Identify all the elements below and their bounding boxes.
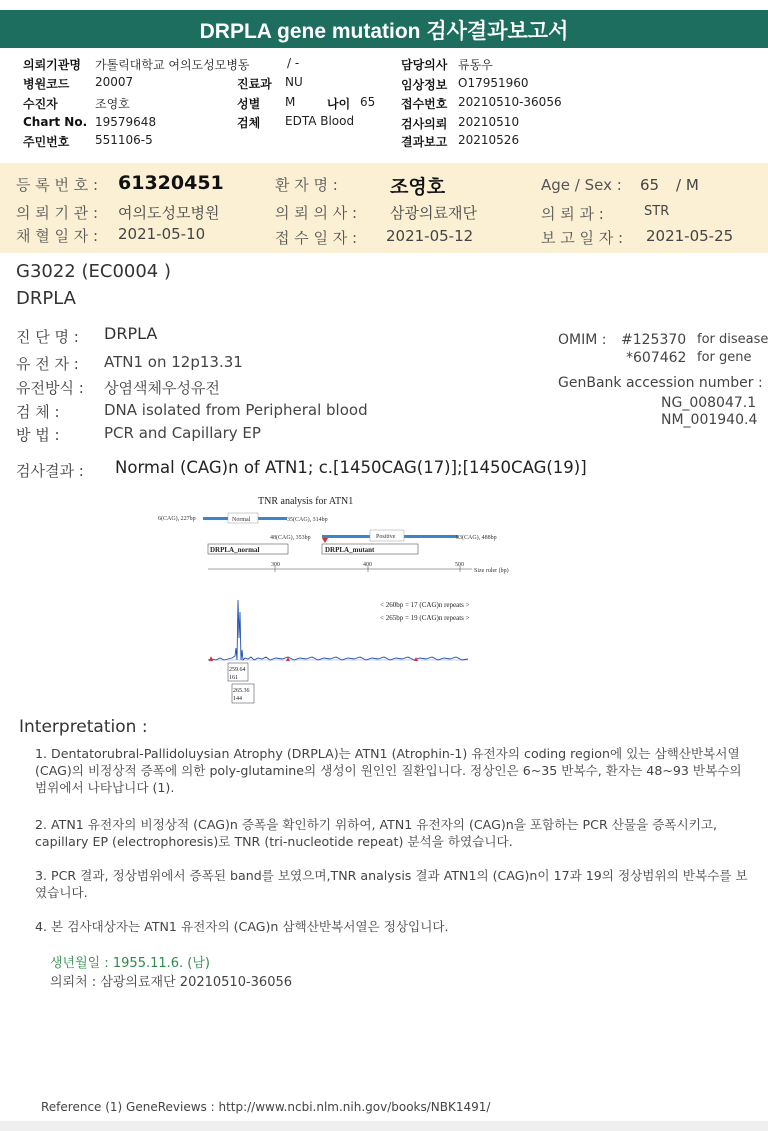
header-value: 20007	[95, 75, 134, 89]
footer-bar	[0, 1121, 768, 1131]
header-label: 담당의사	[401, 58, 448, 72]
doctor-label: 의 뢰 의 사 :	[275, 204, 358, 222]
header-value: 가톨릭대학교 여의도성모병동	[95, 58, 250, 72]
header-value: / -	[287, 56, 300, 70]
genbank-label: GenBank accession number :	[558, 375, 763, 391]
header-label: 검체	[237, 116, 261, 130]
header-label: 병원코드	[23, 77, 70, 91]
reg-no: 61320451	[118, 172, 224, 194]
report-title: DRPLA gene mutation 검사결과보고서	[199, 20, 569, 43]
result-label: 검사결과 :	[16, 462, 84, 480]
ruler-tick-label: 400	[363, 562, 372, 568]
header-label: Chart No.	[23, 115, 88, 129]
genbank-accession: NG_008047.1	[661, 395, 757, 411]
detail-value: 상염색체우성유전	[104, 379, 220, 397]
peak1-size: 259.64	[229, 667, 246, 673]
age-value: 65	[640, 176, 660, 194]
interpretation-paragraph: 1. Dentatorubral-Pallidoluysian Atrophy (DRPLA)는 ATN1 (Atrophin-1) 유전자의 coding region에 있는 삼핵산반복서열 (CAG)의 비정상적 증폭에 의한 poly-glutamine의 생성이 원인인 질환입니다. 정상인은 6~35 반복수, 환자는 48~93 반복수의 범위에서 나타납니다 (1).	[35, 746, 742, 795]
drpla-mutant-label: DRPLA_mutant	[325, 546, 375, 554]
normal-range-bar	[263, 517, 287, 520]
positive-range-right: 93(CAG), 488bp	[456, 535, 497, 541]
header-label: 진료과	[237, 77, 272, 91]
ruler-tick-label: 500	[455, 562, 464, 568]
header-value: 류동우	[458, 58, 493, 72]
omim-label: OMIM :	[558, 332, 607, 348]
normal-tag: Normal	[232, 517, 251, 523]
report-date-label: 보 고 일 자 :	[541, 229, 624, 247]
position-marker	[322, 538, 328, 543]
collection-date-label: 채 혈 일 자 :	[16, 227, 99, 245]
detail-label: 검 체 :	[16, 403, 60, 421]
header-value: 조영호	[95, 97, 130, 111]
omim-gene-id: *607462	[626, 350, 687, 366]
tnr-analysis-figure	[150, 488, 530, 708]
report-date: 2021-05-25	[646, 227, 734, 245]
detail-value: ATN1 on 12p13.31	[104, 353, 243, 371]
interpretation-paragraph: 2. ATN1 유전자의 비정상적 (CAG)n 증폭을 확인하기 위하여, ATN1 유전자의 (CAG)n을 포함하는 PCR 산물을 증폭시키고, capillary EP (electrophoresis)로 TNR (tri-nucleotide repeat) 분석을 하였습니다.	[35, 817, 718, 849]
header-value: 20210526	[458, 133, 520, 147]
detail-value: DRPLA	[104, 324, 158, 343]
receipt-date-label: 접 수 일 자 :	[275, 229, 358, 247]
test-name: DRPLA	[16, 288, 76, 309]
patient-name-label: 환 자 명 :	[275, 176, 338, 194]
omim-disease-note: for disease	[697, 332, 768, 347]
interpretation-paragraph: 3. PCR 결과, 정상범위에서 증폭된 band를 보였으며,TNR analysis 결과 ATN1의 (CAG)n이 17과 19의 정상범위의 반복수를 보였습니다.	[35, 868, 748, 900]
reg-no-label: 등 록 번 호 :	[16, 176, 99, 194]
collection-date: 2021-05-10	[118, 225, 206, 243]
header-value: EDTA Blood	[285, 114, 355, 128]
detail-label: 진 단 명 :	[16, 328, 79, 346]
header-value: 20210510-36056	[458, 95, 562, 109]
detail-label: 방 법 :	[16, 426, 60, 444]
interpretation-title: Interpretation :	[19, 717, 148, 737]
detail-label: 유 전 자 :	[16, 355, 79, 373]
patient-name: 조영호	[390, 176, 446, 198]
detail-value: PCR and Capillary EP	[104, 424, 261, 442]
drpla-normal-label: DRPLA_normal	[210, 546, 260, 554]
ruler-tick-label: 300	[271, 562, 280, 568]
header-label: 나이	[327, 97, 351, 111]
institution-label: 의 뢰 기 관 :	[16, 204, 99, 222]
header-label: 결과보고	[401, 135, 448, 149]
positive-range-left: 48(CAG), 353bp	[270, 535, 311, 541]
header-value: NU	[285, 75, 303, 89]
interpretation-paragraph: 4. 본 검사대상자는 ATN1 유전자의 (CAG)n 삼핵산반복서열은 정상입니다.	[35, 919, 449, 934]
normal-range-left: 6(CAG), 227bp	[158, 516, 196, 522]
header-value: 20210510	[458, 115, 520, 129]
header-value: O17951960	[458, 76, 529, 90]
omim-gene-note: for gene	[697, 350, 752, 365]
department-label: 의 뢰 과 :	[541, 205, 604, 223]
header-label: 수진자	[23, 97, 58, 111]
peak2-height: 144	[233, 696, 242, 702]
omim-disease-id: #125370	[621, 332, 687, 348]
referral-line: 의뢰처 : 삼광의료재단 20210510-36056	[50, 975, 293, 990]
genbank-accession: NM_001940.4	[661, 412, 758, 428]
receipt-date: 2021-05-12	[386, 227, 474, 245]
patient-summary-box	[0, 163, 768, 253]
peak1-height: 161	[229, 675, 238, 681]
capillary-ep-trace	[208, 600, 468, 660]
detail-value: DNA isolated from Peripheral blood	[104, 401, 368, 419]
ruler-label: Size ruler (bp)	[474, 568, 509, 574]
header-label: 주민번호	[23, 135, 70, 149]
normal-range-right: 35(CAG), 314bp	[287, 517, 328, 523]
size-marker	[209, 656, 213, 661]
doctor: 삼광의료재단	[390, 204, 477, 222]
header-value: M	[285, 95, 296, 109]
header-label: 접수번호	[401, 97, 448, 111]
header-label: 검사의뢰	[401, 117, 448, 131]
header-label: 성별	[237, 97, 261, 111]
result-value: Normal (CAG)n of ATN1; c.[1450CAG(17)];[1450CAG(19)]	[115, 458, 587, 477]
reference-line: Reference (1) GeneReviews : http://www.ncbi.nlm.nih.gov/books/NBK1491/	[41, 1100, 491, 1114]
header-value: 551106-5	[95, 133, 153, 147]
institution: 여의도성모병원	[118, 204, 220, 222]
department: STR	[644, 204, 670, 219]
header-label: 임상정보	[401, 78, 448, 92]
repeat-note-17: < 260bp = 17 (CAG)n repeats >	[380, 601, 470, 609]
peak2-size: 265.36	[233, 688, 250, 694]
sex-value: / M	[676, 176, 699, 194]
figure-title: TNR analysis for ATN1	[258, 496, 354, 507]
report-title-bar	[0, 10, 768, 48]
detail-label: 유전방식 :	[16, 379, 84, 397]
positive-tag: Positive	[376, 534, 396, 540]
age-sex-label: Age / Sex :	[541, 176, 622, 194]
header-value: 65	[360, 95, 376, 109]
repeat-note-19: < 265bp = 19 (CAG)n repeats >	[380, 614, 470, 622]
test-code: G3022 (EC0004 )	[16, 261, 171, 282]
header-value: 19579648	[95, 115, 157, 129]
birth-date-line: 생년월일 : 1955.11.6. (남)	[50, 956, 211, 971]
header-label: 의뢰기관명	[23, 58, 81, 72]
